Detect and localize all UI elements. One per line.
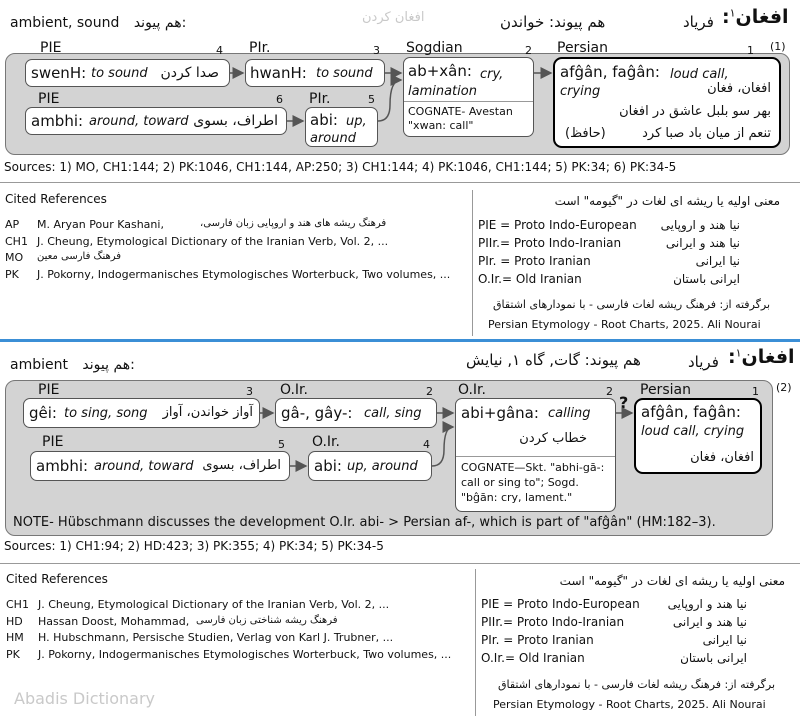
entry1-title-meaning: فریاد <box>683 13 714 31</box>
entry1-pir1-word: hwanH: <box>250 64 307 82</box>
entry1-per-gloss1: loud call, <box>670 67 729 82</box>
entry2-oir3-fa: خطاب کردن <box>519 431 587 446</box>
entry1-pir2-word: abi: <box>310 111 338 129</box>
entry1-pie1-label: PIE <box>40 40 62 56</box>
entry1-ref-value: J. Cheung, Etymological Dictionary of the Iranian Verb, Vol. 2, ... <box>37 235 389 248</box>
legend-title: معنی اولیه یا ریشه ای لغات در "گیومه" است <box>559 574 785 588</box>
entry1-ref-key: CH1 <box>5 235 28 248</box>
entry2-title-meaning: فریاد <box>688 353 719 371</box>
entry2-oir1-word: gâ-, gây-: <box>281 404 353 422</box>
entry2-title: افغان <box>741 346 795 368</box>
entry2-per-label: Persian <box>640 382 691 398</box>
entry1-per-fa-word: افغان، فغان <box>707 81 771 96</box>
entry2-pie2-num: 5 <box>278 438 285 451</box>
entry1-pie2-gloss: around, toward <box>89 114 189 129</box>
entry2-pie1-fa: آواز خواندن، آواز <box>162 405 253 420</box>
entry2-oir3-cognate3: "bĝān: cry, lament." <box>461 491 573 504</box>
entry2-pie1-word: gêi: <box>29 404 57 422</box>
entry2-question-mark: ? <box>619 393 629 412</box>
entry1-pir1-num: 3 <box>373 44 380 57</box>
entry2-oir3-gloss: calling <box>548 406 591 421</box>
entry2-pie2-word: ambhi: <box>36 457 89 475</box>
entry2-oir3-cognate2: call or sing to"; Sogd. <box>461 476 579 489</box>
entry1-ref-value: J. Pokorny, Indogermanisches Etymologisches Worterbuck, Two volumes, ... <box>37 268 451 281</box>
footer-watermark: Abadis Dictionary <box>14 689 155 708</box>
arrow-e2-oir2-oir3 <box>432 427 453 466</box>
entry1-pie2-label: PIE <box>38 91 60 107</box>
entry1-pir2-num: 5 <box>368 93 375 106</box>
legend-en: PIIr.= Proto Indo-Iranian <box>481 615 625 629</box>
entry2-refs-title: Cited References <box>6 572 108 586</box>
entry1-sog-cognate1: COGNATE- Avestan <box>408 105 513 118</box>
legend-credit-fa: برگرفته از: فرهنگ ریشه لغات فارسی - با نمودارهای اشتقاق <box>492 298 770 311</box>
legend-en: PIIr.= Proto Indo-Iranian <box>478 236 622 250</box>
legend-en: O.Ir.= Old Iranian <box>481 651 585 665</box>
entry2-pie2-gloss: around, toward <box>94 459 194 474</box>
entry1-per-num: 1 <box>747 44 754 57</box>
entry1-title-sup: ۱ <box>729 6 736 20</box>
entry2-per-num: 1 <box>752 385 759 398</box>
entry1-ref-key: AP <box>5 218 20 231</box>
entry1-ref-fa: فرهنگ ریشه های هند و اروپایی زبان فارسی، <box>200 218 387 229</box>
legend-fa: نیا هند و اروپایی <box>667 597 747 611</box>
arrow-e1-pir2-sog <box>378 80 401 121</box>
entry1-ref-fa: فرهنگ فارسی معین <box>37 251 122 262</box>
entry1-pie1-gloss: to sound <box>91 66 148 81</box>
entry1-sog-num: 2 <box>525 44 532 57</box>
entry2-oir3-word: abi+gâna: <box>461 404 539 422</box>
legend-credit-en: Persian Etymology - Root Charts, 2025. Ali Nourai <box>488 318 761 331</box>
entry2-oir1-gloss: call, sing <box>364 406 422 421</box>
entry2-oir2-gloss: up, around <box>347 459 418 474</box>
entry1-per-gloss2: crying <box>560 84 601 99</box>
legend-fa: نیا هند و اروپایی <box>660 218 740 232</box>
entry1-sources: Sources: 1) MO, CH1:144; 2) PK:1046, CH1:144, AP:250; 3) CH1:144; 4) PK:1046, CH1:144; 5) PK:34; 6) PK:34-5 <box>4 160 677 174</box>
legend-fa: ایرانی باستان <box>680 651 747 665</box>
entry2-title-sup: ۱ <box>735 346 742 360</box>
legend-en: O.Ir.= Old Iranian <box>478 272 582 286</box>
legend-fa: نیا هند و ایرانی <box>672 615 747 629</box>
entry2-oir3-label: O.Ir. <box>458 382 486 398</box>
legend-en: PIE = Proto Indo-European <box>478 218 637 232</box>
entry1-cognate-label: هم پیوند: <box>133 15 187 31</box>
entry2-cognates-en: ambient <box>10 357 68 373</box>
legend-credit-en: Persian Etymology - Root Charts, 2025. Ali Nourai <box>493 698 766 711</box>
legend-fa: نیا هند و ایرانی <box>665 236 740 250</box>
entry1-sog-gloss: cry, lamination <box>408 67 504 99</box>
entry1-pie1-fa: صدا کردن <box>160 65 219 81</box>
entry1-pie1-num: 4 <box>216 44 223 57</box>
entry2-ref-value: J. Pokorny, Indogermanisches Etymologisches Worterbuck, Two volumes, ... <box>38 648 452 661</box>
entry1-title-colon: : <box>722 6 730 28</box>
entry2-ref-key: HM <box>6 631 24 644</box>
entry2-oir3-cognate1: COGNATE—Skt. "abhi-gā-: <box>461 461 605 474</box>
legend-fa: ایرانی باستان <box>673 272 740 286</box>
entry1-pie2-word: ambhi: <box>31 112 84 130</box>
entry2-oir2-word: abi: <box>314 457 342 475</box>
entry1-pie2-num: 6 <box>276 93 283 106</box>
entry2-per-fa-word: افغان، فغان <box>690 450 754 465</box>
entry2-pie1-label: PIE <box>38 382 60 398</box>
entry2-index: (2) <box>776 381 792 394</box>
entry1-cognates-fa: هم پیوند: خواندن <box>500 13 606 31</box>
entry2-per-gloss: loud call, crying <box>641 424 745 439</box>
entry1-pir2-label: PIr. <box>309 91 331 107</box>
entry2-per-word: afĝân, faĝân: <box>641 403 741 421</box>
entry2-oir1-label: O.Ir. <box>280 382 308 398</box>
entry1-sog-word: ab+xân: <box>408 62 472 80</box>
entry2-oir1-num: 2 <box>426 385 433 398</box>
entry2-pie1-gloss: to sing, song <box>64 406 148 421</box>
legend-en: PIE = Proto Indo-European <box>481 597 640 611</box>
entry2-pie2-fa: اطراف، بسوی <box>202 458 281 473</box>
legend-fa: نیا ایرانی <box>695 254 740 268</box>
entry1-watermark-fa: افغان کردن <box>362 10 425 25</box>
entry1-per-word: afĝân, faĝân: <box>560 63 660 81</box>
entry1-per-poem2: تنعم از میان باد صبا کرد <box>642 126 771 141</box>
entry2-pie2-label: PIE <box>42 434 64 450</box>
entry2-ref-value: Hassan Doost, Mohammad, <box>38 615 190 628</box>
legend-en: PIr. = Proto Iranian <box>481 633 594 647</box>
entry2-oir3-num: 2 <box>606 385 613 398</box>
entry1-cognates-en: ambient, sound <box>10 15 120 31</box>
legend-credit-fa: برگرفته از: فرهنگ ریشه لغات فارسی - با نمودارهای اشتقاق <box>497 678 775 691</box>
entry1-pir2-gloss1: up, <box>346 114 367 129</box>
entry1-pie2-fa: اطراف، بسوی <box>193 113 278 129</box>
entry2-cognate-label: هم پیوند: <box>82 357 135 373</box>
entry1-per-label: Persian <box>557 40 608 56</box>
entry2-sources: Sources: 1) CH1:94; 2) HD:423; 3) PK:355; 4) PK:34; 5) PK:34-5 <box>4 539 384 553</box>
entry1-per-poem1: بهر سو بلبل عاشق در افغان <box>619 104 771 119</box>
entry1-title: افغان <box>735 6 789 28</box>
entry2-oir2-label: O.Ir. <box>312 434 340 450</box>
entry2-ref-fa: فرهنگ ریشه شناختی زبان فارسی <box>196 615 338 626</box>
entry2-title-colon: : <box>728 346 736 368</box>
entry2-ref-key: CH1 <box>6 598 29 611</box>
entry1-ref-key: MO <box>5 251 24 264</box>
legend-title: معنی اولیه یا ریشه ای لغات در "گیومه" است <box>554 194 780 208</box>
entry1-ref-value: M. Aryan Pour Kashani, <box>37 218 164 231</box>
entry1-sog-cognate2: "xwan: call" <box>408 119 474 132</box>
entry2-ref-value: H. Hubschmann, Persische Studien, Verlag von Karl J. Trubner, ... <box>38 631 394 644</box>
entry2-ref-key: HD <box>6 615 23 628</box>
entry2-cognates-fa: هم پیوند: گات, گاه ۱, نیایش <box>466 351 641 369</box>
entry2-note: NOTE- Hübschmann discusses the development O.Ir. abi- > Persian af-, which is part of "afĝân" (HM:182–3). <box>13 515 716 530</box>
entry2-oir2-num: 4 <box>423 438 430 451</box>
entry1-index: (1) <box>770 40 786 53</box>
entry1-pir1-gloss: to sound <box>316 66 373 81</box>
entry1-per-poet: (حافظ) <box>565 126 606 141</box>
entry1-pie1-word: swenH: <box>31 64 87 82</box>
entry2-pie1-num: 3 <box>246 385 253 398</box>
entry1-refs-title: Cited References <box>5 192 107 206</box>
entry1-pir1-label: PIr. <box>249 40 271 56</box>
entry2-ref-value: J. Cheung, Etymological Dictionary of the Iranian Verb, Vol. 2, ... <box>38 598 390 611</box>
entry2-ref-key: PK <box>6 648 20 661</box>
entry1-sog-label: Sogdian <box>406 40 463 56</box>
legend-fa: نیا ایرانی <box>702 633 747 647</box>
entry1-pir2-gloss2: around <box>310 131 356 146</box>
legend-en: PIr. = Proto Iranian <box>478 254 591 268</box>
entry1-ref-key: PK <box>5 268 19 281</box>
